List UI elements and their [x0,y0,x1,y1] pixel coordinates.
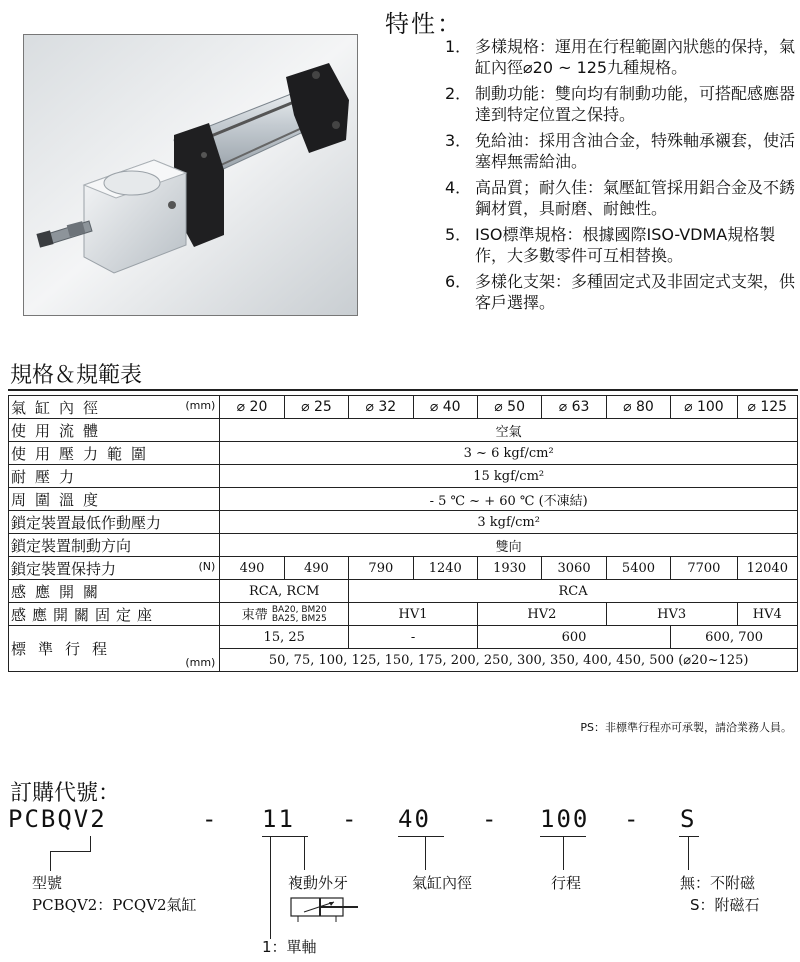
stroke-b: - [349,626,478,649]
table-row-lock-min [9,511,798,534]
mount-band-models: BA20, BM20 BA25, BM25 [271,605,327,625]
temperature-value: - 5 ℃ ~ + 60 ℃ (不凍結) [220,488,798,511]
table-row-switch-mount [9,603,798,626]
unit-label: (mm) [185,656,216,669]
lock-force-cell: 7700 [671,557,737,580]
code-dash: - [342,805,359,833]
lock-force-cell: 490 [284,557,348,580]
feature-number: 2． [445,84,472,103]
bore-cell: ⌀ 100 [671,396,737,419]
spec-heading: 規格＆規範表 [10,363,143,388]
proof-value: 15 kgf/cm² [220,465,798,488]
features-heading: 特性： [385,10,463,38]
row-label: 感應開關 [9,580,220,603]
table-row-bore [9,396,798,419]
bore-cell: ⌀ 125 [737,396,797,419]
lock-force-cell: 1930 [477,557,541,580]
unit-label: (N) [198,560,216,573]
stroke-d: 600, 700 [671,626,798,649]
feature-number: 5． [445,225,472,244]
feature-item [445,177,797,219]
stroke-a: 15, 25 [220,626,349,649]
lock-force-cell: 12040 [737,557,797,580]
connector-line [563,836,564,870]
feature-text: 多樣化支架：多種固定式及非固定式支架，供客戶選擇。 [475,272,796,312]
mount-hv4: HV4 [737,603,797,626]
feature-number: 6． [445,272,472,291]
ps-note: PS：非標準行程亦可承製，請洽業務人員。 [580,721,792,734]
bore-cell: ⌀ 32 [349,396,413,419]
code-dash: - [202,805,219,833]
code-type: 11 [262,805,295,833]
code-stroke: 100 [540,805,590,833]
table-row-switch [9,580,798,603]
lock-force-cell: 790 [349,557,413,580]
mount-band-label: 束帶 [241,607,268,623]
mount-hv3: HV3 [606,603,737,626]
bore-label: 氣缸內徑 [412,874,473,892]
row-label: 周圍溫度 [9,488,220,511]
table-row-lock-force [9,557,798,580]
row-label: 鎖定裝置最低作動壓力 [9,511,220,534]
feature-text: 免給油：採用含油合金，特殊軸承襯套，使活塞桿無需給油。 [475,131,796,171]
feature-number: 1． [445,37,472,56]
code-bore: 40 [398,805,431,833]
model-label: 型號 [32,874,63,892]
bore-cell: ⌀ 63 [542,396,606,419]
connector-line [688,836,689,870]
code-dash: - [482,805,499,833]
row-label: 使用壓力範圍 [9,442,220,465]
switch-value-small: RCA, RCM [220,580,349,603]
mount-hv2: HV2 [477,603,606,626]
lock-direction-value: 雙向 [220,534,798,557]
stroke-c: 600 [477,626,670,649]
pneumatic-cylinder-image [24,35,357,315]
bore-cell: ⌀ 80 [606,396,670,419]
fluid-value: 空氣 [220,419,798,442]
table-row-proof [9,465,798,488]
lock-force-cell: 3060 [542,557,606,580]
connector-line [50,851,91,852]
lock-force-cell: 1240 [413,557,477,580]
feature-item [445,36,797,78]
row-label: 鎖定裝置保持力 (N) [9,557,220,580]
stroke-label: 行程 [551,874,582,892]
mount-hv1: HV1 [349,603,478,626]
feature-text: ISO標準規格：根據國際ISO-VDMA規格製作，大多數零件可互相替換。 [475,225,776,265]
bore-cell: ⌀ 25 [284,396,348,419]
table-row-temperature [9,488,798,511]
double-acting-cylinder-symbol-icon [290,894,360,924]
table-row-stroke-a [9,626,798,649]
unit-label: (mm) [185,399,216,412]
code-mag: S [680,805,697,833]
feature-item [445,83,797,125]
feature-item [445,224,797,266]
heading-divider [8,389,798,391]
order-heading: 訂購代號： [10,781,121,806]
table-row-lock-direction [9,534,798,557]
stroke-all: 50, 75, 100, 125, 150, 175, 200, 250, 300, 350, 400, 450, 500 (⌀20~125) [220,649,798,672]
spec-table [8,395,798,672]
bore-cell: ⌀ 20 [220,396,284,419]
product-photo [23,34,358,316]
feature-number: 4． [445,178,472,197]
action-label: 複動外牙 [288,874,349,892]
connector-line [304,836,305,870]
table-row-fluid [9,419,798,442]
switch-value-large: RCA [349,580,798,603]
feature-text: 制動功能：雙向均有制動功能，可搭配感應器達到特定位置之保持。 [475,84,796,124]
connector-line [425,836,426,870]
connector-line [270,836,271,939]
connector-line [90,836,91,851]
feature-text: 多樣規格：運用在行程範圍內狀態的保持，氣缸內徑⌀20 ~ 125九種規格。 [475,37,796,77]
lock-force-cell: 490 [220,557,284,580]
connector-line [679,836,699,837]
pressure-value: 3 ~ 6 kgf/cm² [220,442,798,465]
row-label: 感應開關固定座 [9,603,220,626]
row-label: 使用流體 [9,419,220,442]
feature-item [445,271,797,313]
bore-cell: ⌀ 40 [413,396,477,419]
feature-item [445,130,797,172]
row-label: 鎖定裝置制動方向 [9,534,220,557]
row-label: 耐壓力 [9,465,220,488]
lock-min-value: 3 kgf/cm² [220,511,798,534]
lock-force-cell: 5400 [606,557,670,580]
feature-text: 高品質；耐久佳：氣壓缸管採用鋁合金及不銹鋼材質，具耐磨、耐蝕性。 [475,178,796,218]
connector-line [50,851,51,871]
magnet-s-label: S：附磁石 [690,896,760,914]
row-label: 標準行程 (mm) [9,626,220,672]
features-list [445,36,797,318]
row-label: 氣缸內徑 (mm) [9,396,220,419]
connector-line [262,836,308,837]
model-desc: PCBQV2：PCQV2氣缸 [32,896,197,914]
mount-band-cell [220,603,349,626]
feature-number: 3． [445,131,472,150]
bore-cell: ⌀ 50 [477,396,541,419]
single-rod-label: 1：單軸 [262,938,317,956]
code-dash: - [624,805,641,833]
magnet-none-label: 無：不附磁 [680,874,756,892]
code-model: PCBQV2 [8,805,107,833]
table-row-pressure [9,442,798,465]
connector-line [398,836,444,837]
